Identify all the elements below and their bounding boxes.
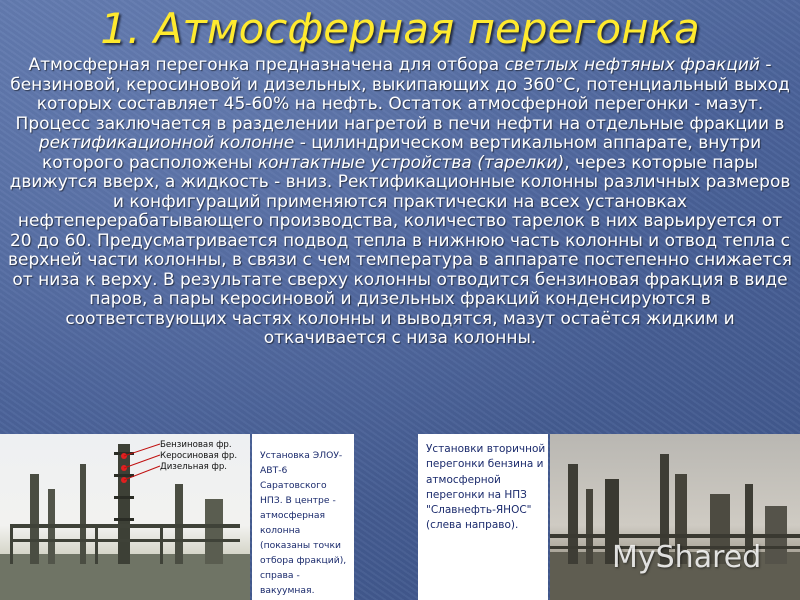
watermark bbox=[612, 540, 761, 575]
caption-right: Установки вторичной перегонки бензина и атмосферной перегонки на НПЗ "Славнефть-ЯНОС" (слева направо). bbox=[426, 443, 546, 532]
caption-box-right bbox=[418, 434, 548, 600]
fraction-legend bbox=[160, 440, 237, 473]
legend-item-gasoline: Бензиновая фр. bbox=[160, 440, 232, 450]
body-text-part: - бензиновой, керосиновой и дизельных, выкипающих до 360°С, потенциальный выход которых составляет 45-60% на нефть. Остаток атмосферной перегонки - мазут. Процесс заключается в разделении нагретой в печи нефти на отдельные фракции в bbox=[10, 55, 790, 134]
body-text-part: , через которые пары движутся вверх, а жидкость - вниз. Ректификационные колонны различных размеров и конфигураций применяются практически на всех установках нефтеперерабатывающего производства, количество тарелок в них варьируется от 20 до 60. Предусматривается подвод тепла в нижнюю часть колонны и отвод тепла с верхней части колонны, в связи с чем температура в аппарате постепенно снижается от низа к верху. В результате сверху колонны отводится бензиновая фракция в виде паров, а пары керосиновой и дизельных фракций конденсируются в соответствующих частях колонны и выводятся, мазут остаётся жидким и откачивается с низа колонны. bbox=[8, 152, 792, 348]
body-text-part: Атмосферная перегонка предназначена для отбора bbox=[28, 55, 505, 75]
body-text-part: - цилиндрическом вертикальном аппарате, внутри которого расположены bbox=[41, 133, 762, 173]
body-emphasis: контактные устройства (тарелки) bbox=[257, 152, 565, 173]
legend-item-diesel: Дизельная фр. bbox=[160, 462, 228, 472]
body-emphasis: ректификационной колонне bbox=[38, 133, 295, 153]
refinery-photo-right bbox=[550, 434, 800, 600]
watermark-text: MyShared bbox=[612, 540, 762, 575]
caption-left: Установка ЭЛОУ-АВТ-6 Саратовского НПЗ. В центре - атмосферная колонна (показаны точки отбора фракций), справа - вакуумная. bbox=[260, 450, 347, 596]
slide-title: 1. Атмосферная перегонка bbox=[100, 4, 700, 53]
body-emphasis: светлых нефтяных фракций bbox=[504, 55, 760, 75]
legend-item-kerosene: Керосиновая фр. bbox=[160, 451, 238, 461]
slide-body bbox=[6, 56, 794, 349]
refinery-right-illustration bbox=[550, 434, 800, 600]
caption-box-left bbox=[252, 434, 354, 600]
